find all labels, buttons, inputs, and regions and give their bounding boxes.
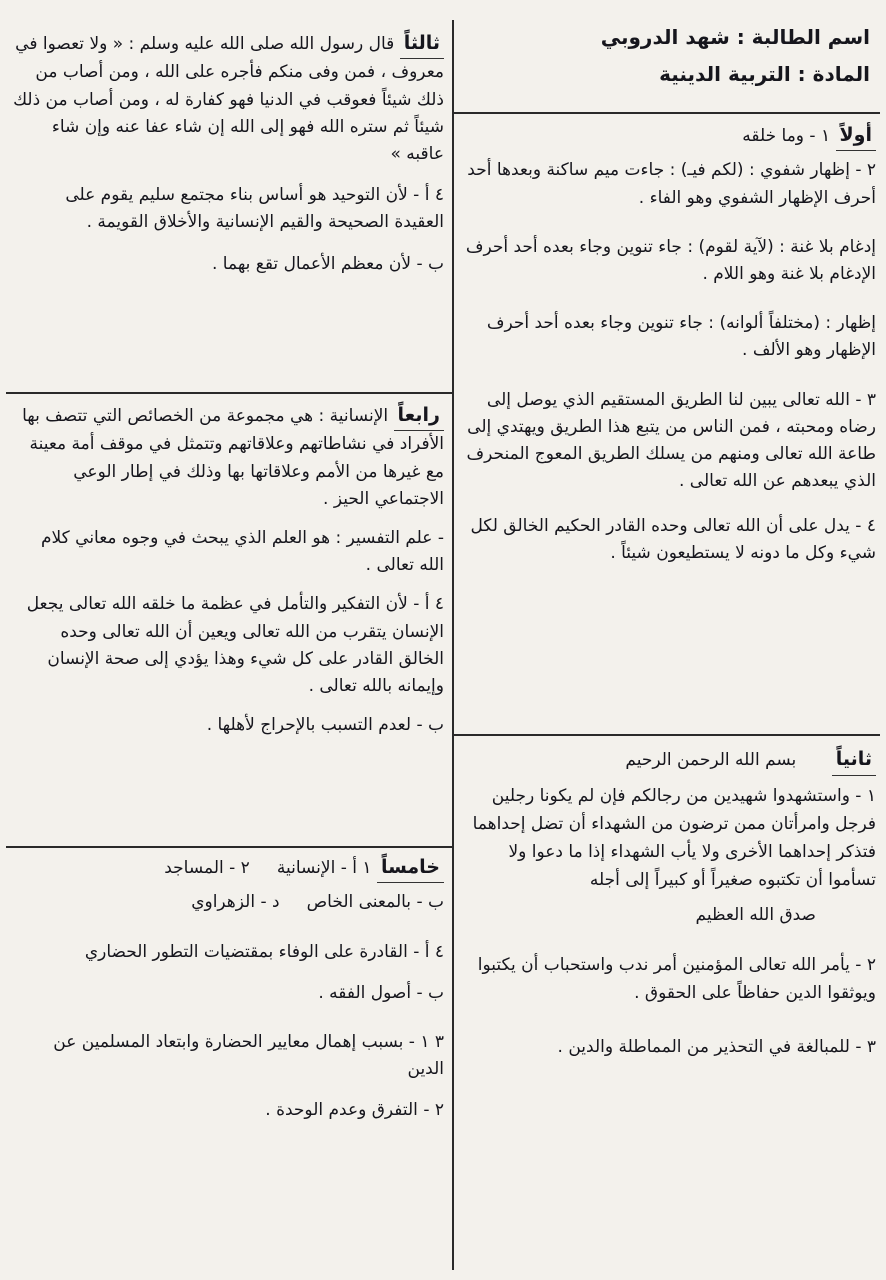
subject-name: المادة : التربية الدينية [659, 62, 870, 86]
section-label: ثانياً [832, 744, 876, 776]
section-third [12, 28, 444, 284]
answer-text: ٢ - يأمر الله تعالى المؤمنين أمر ندب واستحباب أن يكتبوا ويوثقوا الدين حفاظاً على الحقوق . [477, 954, 876, 1003]
section-second [462, 744, 876, 1067]
answer-text: ٤ أ - لأن التفكير والتأمل في عظمة ما خلقه الله تعالى يجعل الإنسان يتقرب من الله تعالى ويعين أن الله تعالى وحده الخالق القادر على كل شيء وهذا يؤدي إلى صحة الإنسان وإيمانه بالله تعالى . [26, 594, 444, 696]
student-name: اسم الطالبة : شهد الدروبي [600, 25, 870, 49]
answer-text: ٣ - الله تعالى يبين لنا الطريق المستقيم الذي يوصل إلى رضاه ومحبته ، فمن الناس من يتبع هذا الطريق ويهتدي إلى طاعة الله تعالى ومنهم من يسلك الطريق المعوج المنحرف الذي يبعدهم عن الله تعالى . [466, 389, 876, 492]
basmala: بسم الله الرحمن الرحيم [625, 750, 797, 770]
section-label: أولاً [836, 120, 876, 151]
definition-text: - علم التفسير : هو العلم الذي يبحث في وجوه معاني كلام الله تعالى . [40, 527, 444, 576]
answer-text: ٣ ١ - بسبب إهمال معايير الحضارة وابتعاد المسلمين عن الدين [53, 1031, 444, 1080]
answer-text: ١ - واستشهدوا شهيدين من رجالكم فإن لم يكونا رجلين فرجل وامرأتان ممن ترضون من الشهداء أن تضل إحداهما فتذكر إحداهما الأخرى ولا يأب الشهداء إذا ما دعوا ولا تسأموا أن تكتبوه صغيراً أو كبيراً إلى أجله [472, 786, 876, 891]
answer-text: ٤ - يدل على أن الله تعالى وحده القادر الحكيم الخالق لكل شيء وكل ما دونه لا يستطيعون شيئاً . [470, 516, 876, 564]
answer-text: ب - لأن معظم الأعمال تقع بهما . [212, 253, 444, 274]
answer-text: ب - أصول الفقه . [318, 982, 444, 1003]
section-first [462, 120, 876, 574]
section-label: خامساً [377, 852, 444, 883]
answer-text: د - الزهراوي [191, 892, 280, 913]
answer-text: ٤ أ - القادرة على الوفاء بمقتضيات التطور الحضاري [84, 941, 444, 962]
answer-text: ب - لعدم التسبب بالإحراج لأهلها . [206, 715, 444, 736]
answer-text: ٢ - إظهار شفوي : (لكم فيـ) : جاءت ميم ساكنة وبعدها أحد أحرف الإظهار الشفوي وهو الفاء . [467, 160, 876, 208]
answer-text: ٢ - المساجد [164, 858, 250, 878]
answer-text: ٤ أ - لأن التوحيد هو أساس بناء مجتمع سليم يقوم على العقيدة الصحيحة والقيم الإنسانية والأخلاق القويمة . [65, 185, 444, 233]
header [470, 22, 870, 96]
answer-text: ب - بالمعنى الخاص [306, 892, 444, 913]
section-rule [6, 392, 452, 394]
column-divider [452, 20, 454, 1270]
answer-text: ١ أ - الإنسانية [276, 858, 372, 878]
section-label: ثالثاً [400, 28, 444, 59]
section-rule [454, 734, 880, 736]
sadaqa: صدق الله العظيم [695, 904, 816, 925]
section-rule [6, 846, 452, 848]
answer-text: ١ - وما خلقه [742, 126, 831, 146]
definition-text: الإنسانية : هي مجموعة من الخصائص التي تتصف بها الأفراد في نشاطاتهم وعلاقاتهم وتتمثل في موقف أمة معينة مع غيرها من الأمم وعلاقاتها بها وذلك في إطار الوعي الاجتماعي الحيز . [22, 406, 444, 509]
answer-text: ٣ - للمبالغة في التحذير من المماطلة والدين . [557, 1036, 876, 1057]
section-fourth [12, 400, 444, 745]
hadith-text: قال رسول الله صلى الله عليه وسلم : « ولا تعصوا في معروف ، فمن وفى منكم فأجره على الله ، ومن أصاب من ذلك شيئاً فعوقب في الدنيا فهو كفارة له ، ومن أصاب من ذلك شيئاً ثم ستره الله فهو إلى الله إن شاء عفا عنه وإن شاء عاقبه » [13, 34, 444, 164]
header-rule [454, 112, 880, 114]
answer-text: ٢ - التفرق وعدم الوحدة . [265, 1100, 444, 1121]
answer-text: إظهار : (مختلفاً ألوانه) : جاء تنوين وجاء بعده أحد أحرف الإظهار وهو الألف . [486, 313, 876, 361]
answer-text: إدغام بلا غنة : (لآية لقوم) : جاء تنوين وجاء بعده أحد أحرف الإدغام بلا غنة وهو اللام . [465, 236, 876, 284]
section-fifth [12, 852, 444, 1131]
section-label: رابعاً [394, 400, 444, 431]
